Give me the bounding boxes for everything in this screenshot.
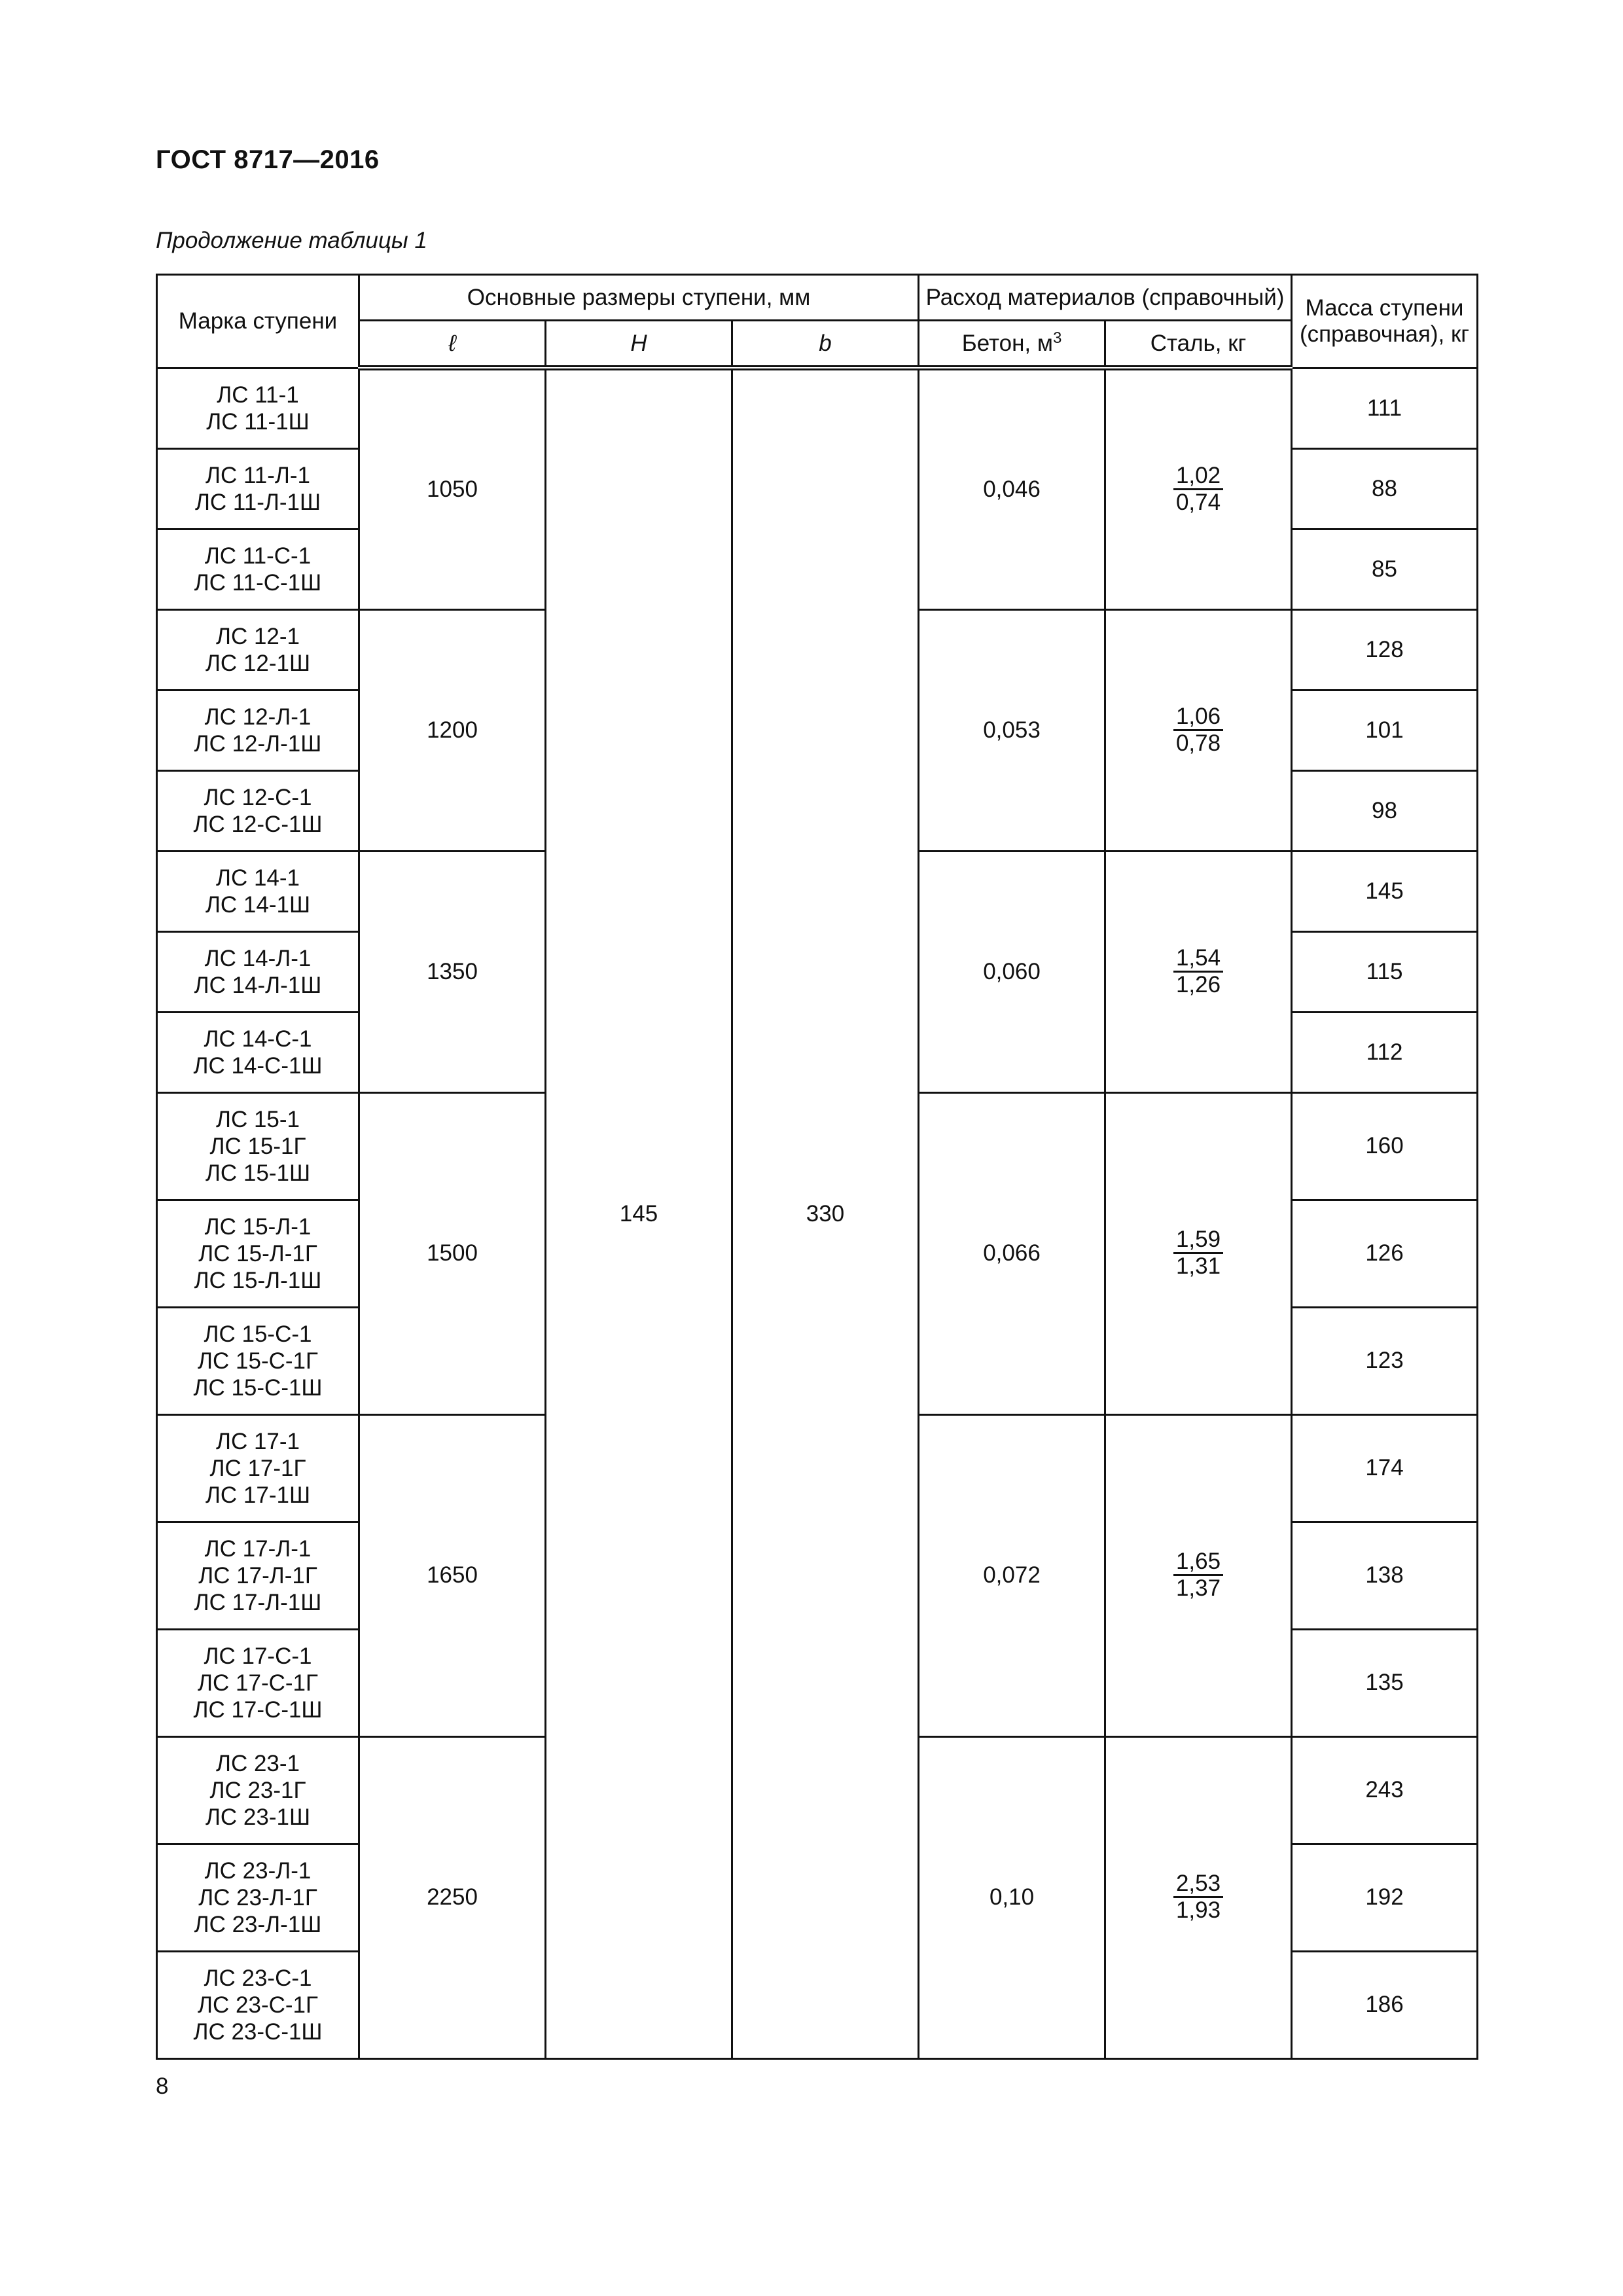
mass-cell: 123 [1292,1307,1478,1414]
mark-label: ЛС 15-Л-1Г [198,1240,317,1266]
steel-denominator: 1,26 [1175,971,1221,997]
header-b: b [732,321,919,368]
mark-cell [157,1522,359,1629]
steel-numerator: 1,65 [1173,1549,1223,1576]
document-header: ГОСТ 8717—2016 [156,145,380,174]
steel-cell [1105,1092,1292,1414]
mark-label: ЛС 23-1Ш [205,1804,311,1830]
steel-fraction [1173,1227,1223,1279]
mark-label: ЛС 12-Л-1 [204,704,312,730]
steel-cell [1105,1736,1292,2058]
mark-label: ЛС 17-С-1Г [198,1670,318,1696]
mass-cell: 135 [1292,1629,1478,1736]
mass-cell: 126 [1292,1200,1478,1307]
length-cell: 1500 [359,1092,546,1414]
mark-label: ЛС 15-С-1Г [198,1348,318,1374]
mass-cell: 192 [1292,1844,1478,1951]
mark-label: ЛС 17-С-1 [204,1643,312,1669]
mark-label: ЛС 17-Л-1 [204,1535,312,1562]
mark-label: ЛС 23-С-1Ш [193,2018,323,2045]
table-body [157,368,1478,2058]
mass-cell: 98 [1292,770,1478,851]
concrete-cell: 0,072 [919,1414,1105,1736]
concrete-cell: 0,060 [919,851,1105,1092]
mark-label: ЛС 11-С-1Ш [194,569,322,596]
mark-label: ЛС 23-Л-1 [204,1857,312,1884]
mark-cell [157,448,359,529]
mark-label: ЛС 15-1Г [209,1133,306,1159]
mass-cell: 88 [1292,448,1478,529]
length-cell: 1650 [359,1414,546,1736]
mark-label: ЛС 17-Л-1Г [198,1562,317,1588]
height-cell: 145 [546,368,732,2058]
mark-label: ЛС 15-Л-1 [204,1213,312,1240]
mass-cell: 128 [1292,609,1478,690]
steps-table [156,274,1478,2060]
header-l: ℓ [359,321,546,368]
mark-label: ЛС 14-Л-1 [204,945,312,971]
mark-label: ЛС 12-1Ш [205,650,311,676]
steel-numerator: 1,59 [1173,1227,1223,1254]
steel-fraction [1173,946,1223,997]
mark-label: ЛС 15-С-1Ш [193,1374,323,1401]
concrete-cell: 0,053 [919,609,1105,851]
mark-label: ЛС 15-С-1 [204,1321,312,1347]
mass-cell: 186 [1292,1951,1478,2058]
mark-label: ЛС 14-1 [215,865,300,891]
mark-label: ЛС 12-С-1 [204,784,312,810]
mass-cell: 111 [1292,368,1478,448]
mark-label: ЛС 23-Л-1Ш [194,1911,322,1937]
mark-cell [157,1307,359,1414]
length-cell: 1200 [359,609,546,851]
mark-label: ЛС 14-С-1Ш [193,1052,323,1079]
mark-label: ЛС 14-С-1 [204,1026,312,1052]
header-steel: Сталь, кг [1105,321,1292,368]
mark-label: ЛС 23-С-1 [204,1965,312,1991]
length-cell: 1050 [359,368,546,609]
mass-cell: 101 [1292,690,1478,770]
table-row [157,368,1478,448]
concrete-cell: 0,066 [919,1092,1105,1414]
mark-label: ЛС 15-1Ш [205,1160,311,1186]
mark-label: ЛС 12-С-1Ш [193,811,323,837]
mark-cell [157,690,359,770]
steel-denominator: 0,74 [1175,489,1221,515]
mark-cell [157,609,359,690]
mark-cell [157,1012,359,1092]
mark-label: ЛС 17-С-1Ш [193,1696,323,1723]
steel-denominator: 1,93 [1175,1897,1221,1923]
mark-label: ЛС 12-Л-1Ш [194,730,322,757]
table-caption: Продолжение таблицы 1 [156,228,427,253]
mass-cell: 160 [1292,1092,1478,1200]
width-cell: 330 [732,368,919,2058]
mark-label: ЛС 17-1Г [209,1455,306,1481]
header-H: H [546,321,732,368]
steel-cell [1105,1414,1292,1736]
mark-cell [157,1736,359,1844]
header-mass: Масса ступени (справочная), кг [1292,275,1478,368]
mark-label: ЛС 23-С-1Г [198,1992,318,2018]
header-materials: Расход материалов (справочный) [919,275,1292,321]
mark-label: ЛС 14-1Ш [205,891,311,918]
mass-cell: 115 [1292,931,1478,1012]
steel-fraction [1173,704,1223,756]
mark-label: ЛС 11-С-1 [204,543,312,569]
steel-cell [1105,368,1292,609]
mark-label: ЛС 12-1 [215,623,300,649]
header-concrete: Бетон, $м^3$ [919,321,1105,368]
mark-cell [157,851,359,931]
mass-cell: 85 [1292,529,1478,609]
steel-denominator: 0,78 [1175,730,1221,756]
mark-label: ЛС 23-Л-1Г [198,1884,317,1910]
steel-numerator: 2,53 [1173,1871,1223,1898]
mark-cell [157,1951,359,2058]
concrete-cell: 0,046 [919,368,1105,609]
mark-cell [157,770,359,851]
length-cell: 1350 [359,851,546,1092]
mark-label: ЛС 17-1 [215,1428,300,1454]
page-number: 8 [156,2073,169,2099]
mass-cell: 112 [1292,1012,1478,1092]
steel-fraction [1173,1549,1223,1601]
mark-cell [157,368,359,448]
steel-cell [1105,851,1292,1092]
steel-denominator: 1,37 [1175,1575,1221,1601]
mark-label: ЛС 11-Л-1Ш [194,489,321,515]
mark-label: ЛС 23-1 [215,1750,300,1776]
mark-label: ЛС 15-Л-1Ш [194,1267,322,1293]
mark-cell [157,1414,359,1522]
steel-numerator: 1,02 [1173,463,1223,490]
header-dimensions: Основные размеры ступени, мм [359,275,919,321]
mass-cell: 145 [1292,851,1478,931]
mark-cell [157,1092,359,1200]
mark-cell [157,931,359,1012]
mark-cell [157,529,359,609]
mark-label: ЛС 15-1 [215,1106,300,1132]
mark-label: ЛС 11-Л-1 [205,462,311,488]
mark-label: ЛС 23-1Г [209,1777,306,1803]
steel-fraction [1173,1871,1223,1923]
mark-cell [157,1629,359,1736]
steel-fraction [1173,463,1223,515]
steel-numerator: 1,54 [1173,946,1223,973]
mark-label: ЛС 14-Л-1Ш [194,972,322,998]
mass-cell: 138 [1292,1522,1478,1629]
mass-cell: 243 [1292,1736,1478,1844]
mark-cell [157,1200,359,1307]
mark-cell [157,1844,359,1951]
mark-label: ЛС 17-Л-1Ш [194,1589,322,1615]
length-cell: 2250 [359,1736,546,2058]
steel-denominator: 1,31 [1175,1253,1221,1279]
mark-label: ЛС 11-1Ш [206,408,310,435]
steel-numerator: 1,06 [1173,704,1223,731]
mark-label: ЛС 17-1Ш [205,1482,311,1508]
header-mark: Марка ступени [157,275,359,368]
concrete-cell: 0,10 [919,1736,1105,2058]
steel-cell [1105,609,1292,851]
mass-cell: 174 [1292,1414,1478,1522]
mark-label: ЛС 11-1 [217,382,299,408]
